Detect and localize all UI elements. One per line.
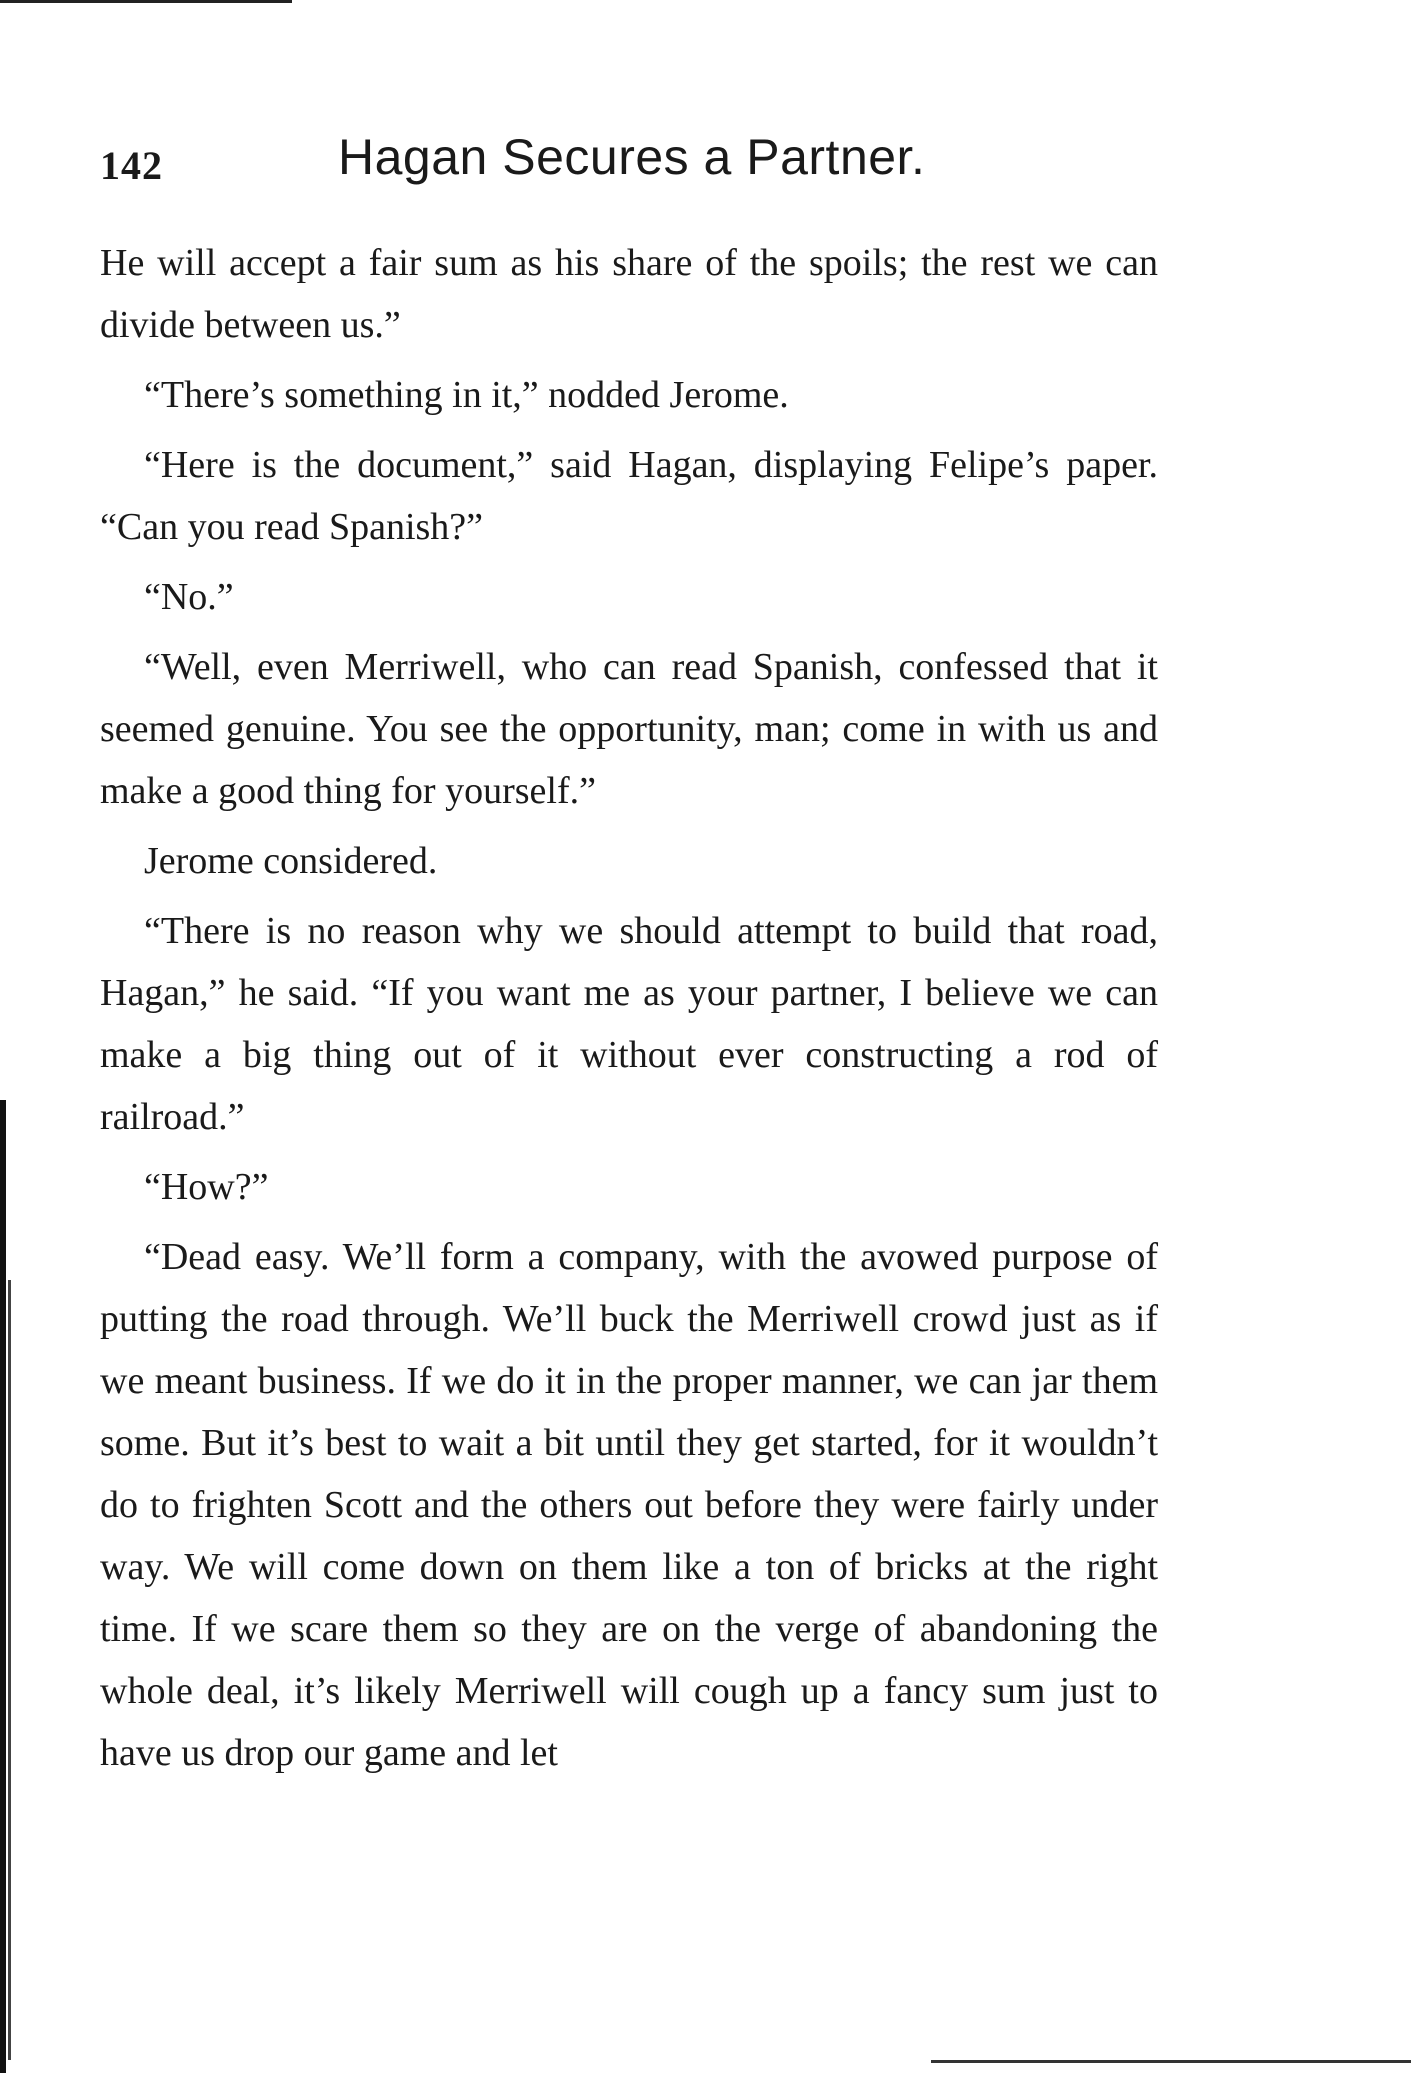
running-title: Hagan Secures a Partner. xyxy=(338,129,926,185)
scan-border-bottom xyxy=(931,2060,1411,2063)
paragraph-1: He will accept a fair sum as his share of the spoils; the rest we can divide between us.” xyxy=(100,242,1158,346)
paragraph-8: “How?” xyxy=(144,1166,269,1208)
paragraph-7: “There is no reason why we should attempt to build that road, Hagan,” he said. “If you want me as your partner, I believe we can make a big thing out of it without ever constructing a rod of railroad.” xyxy=(100,910,1158,1138)
paragraph-2: “There’s something in it,” nodded Jerome. xyxy=(144,374,789,416)
scan-edge-left-inner xyxy=(8,1280,11,2060)
paragraph-9: “Dead easy. We’ll form a company, with the avowed purpose of putting the road through. We’ll buck the Merriwell crowd just as if we meant business. If we do it in the proper manner, we can jar them some. But it’s best to wait a bit until they get started, for it wouldn’t do to frighten Scott and the others out before they were fairly under way. We will come down on them like a ton of bricks at the right time. If we scare them so they are on the verge of abandoning the whole deal, it’s likely Merriwell will cough up a fancy sum just to have us drop our game and let xyxy=(100,1236,1158,1774)
body-text xyxy=(100,232,1158,1792)
scan-edge-left xyxy=(0,1100,6,2073)
paragraph-6: Jerome considered. xyxy=(144,840,438,882)
page-number: 142 xyxy=(100,143,163,188)
paragraph-5: “Well, even Merriwell, who can read Spanish, confessed that it seemed genuine. You see the opportunity, man; come in with us and make a good thing for yourself.” xyxy=(100,646,1158,812)
paragraph-3: “Here is the document,” said Hagan, displaying Felipe’s paper. “Can you read Spanish?” xyxy=(100,444,1158,548)
scan-border-top xyxy=(0,0,292,3)
page-header xyxy=(100,128,1160,208)
paragraph-4: “No.” xyxy=(144,576,234,618)
